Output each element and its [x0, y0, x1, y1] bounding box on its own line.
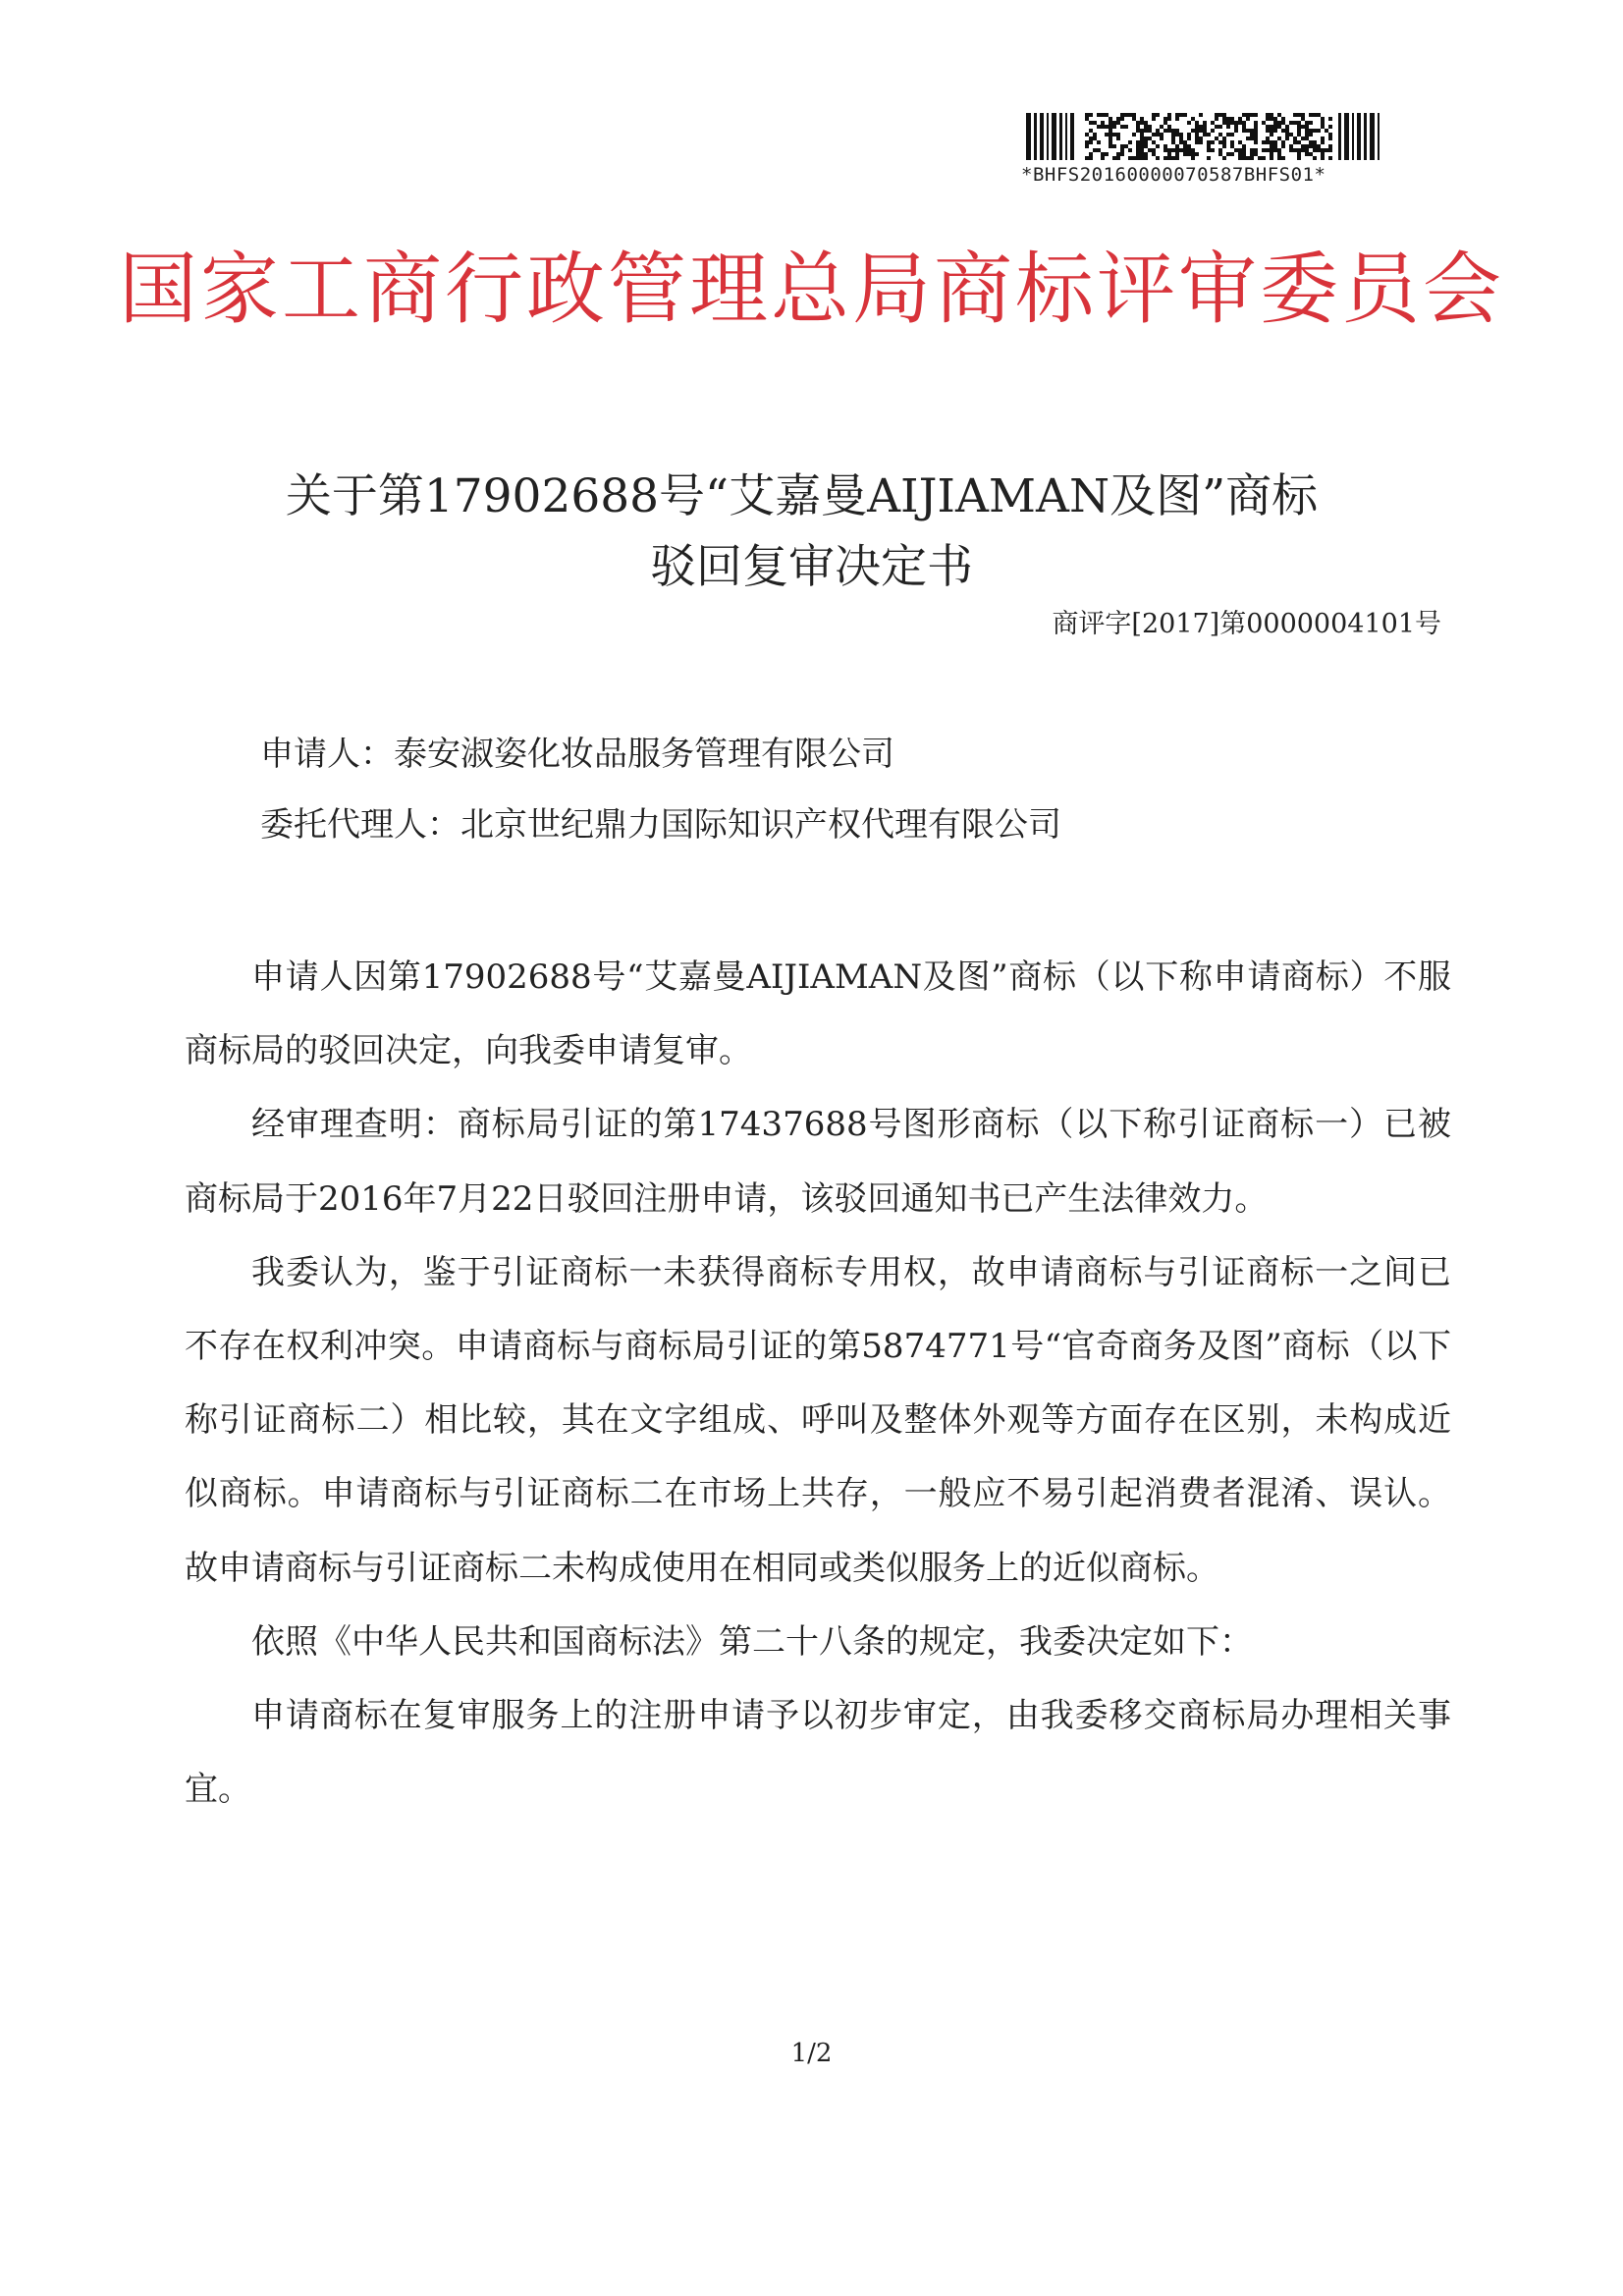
document-title-line1: 关于第17902688号“艾嘉曼AIJIAMAN及图”商标 — [285, 469, 1319, 523]
agent-line: 委托代理人：北京世纪鼎力国际知识产权代理有限公司 — [260, 805, 1061, 845]
document-title-line2: 驳回复审决定书 — [650, 540, 973, 594]
body-paragraph: 依照《中华人民共和国商标法》第二十八条的规定，我委决定如下： — [251, 1621, 1253, 1662]
page-number: 1/2 — [790, 2039, 833, 2068]
org-title: 国家工商行政管理总局商标评审委员会 — [119, 244, 1504, 335]
barcode-image — [1026, 113, 1389, 160]
document-number: 商评字[2017]第0000004101号 — [1052, 609, 1441, 639]
body-paragraph: 申请人因第17902688号“艾嘉曼AIJIAMAN及图”商标（以下称申请商标）不服商标局的驳回决定，向我委申请复审。 — [185, 957, 1451, 1071]
applicant-line: 申请人：泰安淑姿化妆品服务管理有限公司 — [260, 735, 894, 774]
decision-body — [185, 941, 1451, 1827]
body-paragraph: 申请商标在复审服务上的注册申请予以初步审定，由我委移交商标局办理相关事宜。 — [185, 1696, 1451, 1810]
body-paragraph: 经审理查明：商标局引证的第17437688号图形商标（以下称引证商标一）已被商标局于2016年7月22日驳回注册申请，该驳回通知书已产生法律效力。 — [185, 1105, 1451, 1219]
barcode-block — [1021, 113, 1404, 186]
barcode-text: *BHFS20160000070587BHFS01* — [1021, 164, 1326, 186]
body-paragraph: 我委认为，鉴于引证商标一未获得商标专用权，故申请商标与引证商标一之间已不存在权利冲突。申请商标与商标局引证的第5874771号“官奇商务及图”商标（以下称引证商标二）相比较，其在文字组成、呼叫及整体外观等方面存在区别，未构成近似商标。申请商标与引证商标二在市场上共存，一般应不易引起消费者混淆、误认。故申请商标与引证商标二未构成使用在相同或类似服务上的近似商标。 — [185, 1252, 1451, 1588]
